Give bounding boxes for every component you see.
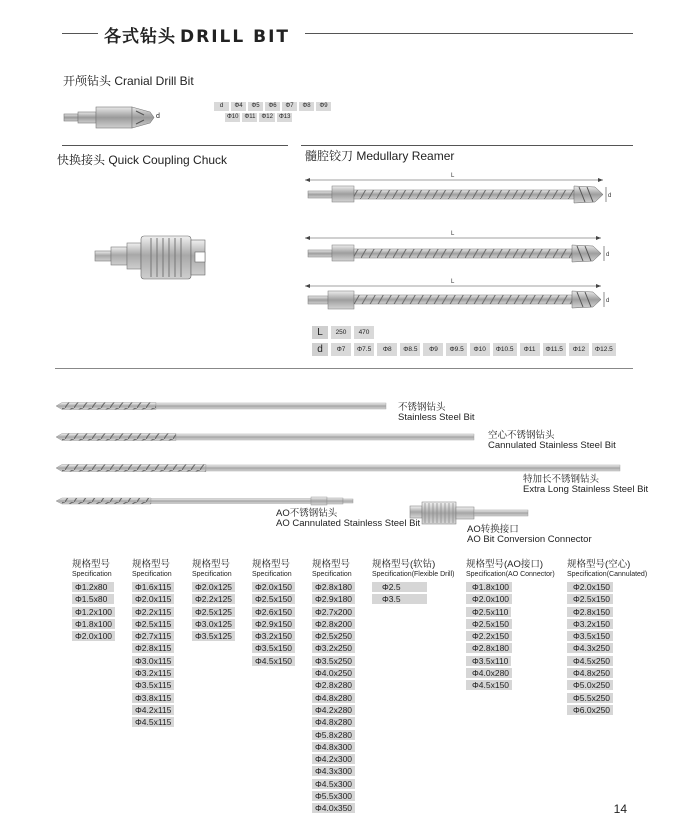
size-cell: Φ9 xyxy=(316,102,331,111)
diameter-cell: Φ10.5 xyxy=(493,343,517,356)
cranial-size-row-2 xyxy=(225,113,331,122)
reamer-rule xyxy=(301,145,633,146)
size-cell: Φ6 xyxy=(265,102,280,111)
size-cell: Φ8 xyxy=(299,102,314,111)
spec-item: Φ3.2x150 xyxy=(567,619,613,629)
spec-item: Φ3.5x115 xyxy=(132,680,174,690)
diameter-cell: Φ12 xyxy=(569,343,589,356)
spec-item: Φ4.5x150 xyxy=(252,656,295,666)
spec-column-6 xyxy=(372,559,454,607)
page-title xyxy=(104,22,290,47)
spec-column-1 xyxy=(72,559,115,643)
spec-item: Φ2.7x200 xyxy=(312,607,355,617)
cannulated-bit-image xyxy=(56,431,476,443)
spec-item: Φ4.5x250 xyxy=(567,656,613,666)
ao-cannulated-bit-label xyxy=(276,509,420,529)
ao-connector-label xyxy=(467,525,592,545)
ao-connector-en: AO Bit Conversion Connector xyxy=(467,534,592,545)
spec-item: Φ4.8x280 xyxy=(312,717,355,727)
spec-item: Φ4.3x300 xyxy=(312,766,355,776)
reamer-length-row xyxy=(312,326,616,339)
cannulated-bit-cn: 空心不锈钢钻头 xyxy=(488,430,555,441)
spec-heading-cn: 规格型号(空心) xyxy=(567,559,631,570)
svg-text:d: d xyxy=(606,298,610,304)
diameter-cell: Φ7 xyxy=(331,343,351,356)
spec-item: Φ4.2x300 xyxy=(312,754,355,764)
spec-heading-en: Specification xyxy=(192,571,232,578)
spec-item: Φ2.0x100 xyxy=(466,594,512,604)
ao-cannulated-bit-en: AO Cannulated Stainless Steel Bit xyxy=(276,518,421,529)
spec-item: Φ4.8x250 xyxy=(567,668,613,678)
spec-heading-en: Specification xyxy=(132,571,172,578)
spec-item: Φ1.8x100 xyxy=(72,619,115,629)
size-cell: d xyxy=(214,102,229,111)
spec-item: Φ3.5x150 xyxy=(252,643,295,653)
extra-long-bit-en: Extra Long Stainless Steel Bit xyxy=(523,484,649,495)
stainless-bit-label xyxy=(398,403,475,423)
reamer-diameter-row xyxy=(312,343,616,356)
spec-column-7 xyxy=(466,559,555,693)
spec-item: Φ2.2x115 xyxy=(132,607,174,617)
cranial-size-table xyxy=(214,102,331,122)
spec-item: Φ1.2x80 xyxy=(72,582,114,592)
spec-item: Φ4.3x250 xyxy=(567,643,613,653)
size-cell: Φ12 xyxy=(261,114,273,120)
spec-item: Φ4.0x250 xyxy=(312,668,355,678)
spec-item: Φ3.5 xyxy=(372,594,427,604)
spec-item: Φ2.8x150 xyxy=(567,607,613,617)
spec-heading-en: Specification(AO Connector) xyxy=(466,571,555,578)
spec-item: Φ4.5x300 xyxy=(312,779,355,789)
spec-heading-cn: 规格型号 xyxy=(132,559,171,570)
ao-connector-cn: AO转换接口 xyxy=(467,524,519,535)
spec-item: Φ2.2x150 xyxy=(466,631,512,641)
ao-cannulated-bit-image xyxy=(56,494,356,508)
diameter-cell: Φ12.5 xyxy=(592,343,616,356)
spec-column-2 xyxy=(132,559,174,730)
spec-heading-cn: 规格型号 xyxy=(312,559,351,570)
spec-item: Φ5.8x280 xyxy=(312,730,355,740)
spec-item: Φ2.5x125 xyxy=(192,607,235,617)
cranial-dim-label: d xyxy=(156,113,160,120)
spec-item: Φ2.0x150 xyxy=(252,582,295,592)
spec-item: Φ2.8x180 xyxy=(312,582,355,592)
spec-item: Φ4.5x115 xyxy=(132,717,174,727)
spec-column-8 xyxy=(567,559,647,717)
spec-item: Φ4.2x115 xyxy=(132,705,174,715)
cannulated-bit-label xyxy=(488,431,616,451)
chuck-title: 快换接头 Quick Coupling Chuck xyxy=(57,153,228,167)
size-cell: Φ5 xyxy=(248,102,263,111)
diameter-cell: Φ8 xyxy=(377,343,397,356)
spec-item: Φ4.2x280 xyxy=(312,705,355,715)
spec-item: Φ2.5x150 xyxy=(466,619,512,629)
spec-item: Φ2.6x150 xyxy=(252,607,295,617)
reamer-title: 髓腔铰刀 Medullary Reamer xyxy=(305,149,455,163)
diameter-cell: Φ9 xyxy=(423,343,443,356)
stainless-bit-image xyxy=(56,400,388,412)
spec-item: Φ5.5x250 xyxy=(567,693,613,703)
spec-heading-cn: 规格型号(软钻) xyxy=(372,559,436,570)
svg-text:L: L xyxy=(451,231,455,237)
spec-item: Φ3.8x115 xyxy=(132,693,174,703)
spec-item: Φ2.2x125 xyxy=(192,594,235,604)
spec-column-4 xyxy=(252,559,295,668)
spec-item: Φ2.0x125 xyxy=(192,582,235,592)
chuck-rule xyxy=(62,145,288,146)
spec-item: Φ4.8x280 xyxy=(312,693,355,703)
spec-item: Φ4.8x300 xyxy=(312,742,355,752)
reamer-image-2 xyxy=(305,230,615,272)
spec-item: Φ2.0x115 xyxy=(132,594,174,604)
svg-text:d: d xyxy=(608,193,612,199)
cranial-size-row-1 xyxy=(214,102,331,111)
ao-cannulated-bit-cn: AO不锈钢钻头 xyxy=(276,508,338,519)
svg-text:L: L xyxy=(451,279,455,285)
spec-item: Φ2.5x115 xyxy=(132,619,174,629)
spec-item: Φ3.2x115 xyxy=(132,668,174,678)
spec-item: Φ4.5x150 xyxy=(466,680,512,690)
spec-item: Φ1.8x100 xyxy=(466,582,512,592)
spec-item: Φ2.5x250 xyxy=(312,631,355,641)
spec-item: Φ2.8x115 xyxy=(132,643,174,653)
diameter-cell: Φ11.5 xyxy=(543,343,566,356)
spec-item: Φ2.8x280 xyxy=(312,680,355,690)
spec-item: Φ4.0x280 xyxy=(466,668,512,678)
spec-item: Φ2.7x115 xyxy=(132,631,174,641)
size-cell: Φ4 xyxy=(231,102,246,111)
header-rule-right xyxy=(305,33,633,34)
spec-heading-en: Specification xyxy=(72,571,112,578)
spec-item: Φ2.8x180 xyxy=(466,643,512,653)
spec-item: Φ2.5x110 xyxy=(466,607,511,617)
spec-item: Φ2.5x150 xyxy=(252,594,295,604)
diameter-cell: Φ10 xyxy=(470,343,490,356)
diameter-cell: Φ11 xyxy=(520,343,540,356)
chuck-image xyxy=(95,232,207,284)
spec-item: Φ2.8x200 xyxy=(312,619,355,629)
spec-item: Φ2.5 xyxy=(372,582,427,592)
svg-text:d: d xyxy=(606,252,610,258)
size-cell: Φ10 xyxy=(227,114,239,120)
page-number: 14 xyxy=(613,802,627,816)
spec-item: Φ5.5x300 xyxy=(312,791,355,801)
extra-long-bit-image xyxy=(56,462,622,474)
cranial-drill-image xyxy=(62,102,162,134)
reamer-image-1 xyxy=(305,170,615,218)
svg-text:L: L xyxy=(451,173,455,179)
length-cell: 470 xyxy=(354,326,374,339)
spec-item: Φ2.9x180 xyxy=(312,594,355,604)
length-key: L xyxy=(312,326,328,339)
spec-heading-en: Specification xyxy=(252,571,292,578)
spec-item: Φ3.5x250 xyxy=(312,656,355,666)
size-cell: Φ11 xyxy=(244,114,256,120)
stainless-bit-en: Stainless Steel Bit xyxy=(398,412,475,423)
page-title-en: DRILL BIT xyxy=(180,27,290,47)
extra-long-bit-cn: 特加长不锈钢钻头 xyxy=(523,474,600,485)
cranial-drill-title: 开颅钻头 Cranial Drill Bit xyxy=(63,74,194,88)
extra-long-bit-label xyxy=(523,475,648,495)
size-cell: Φ7 xyxy=(282,102,297,111)
spec-item: Φ1.6x115 xyxy=(132,582,174,592)
header-rule-left xyxy=(62,33,98,34)
spec-heading-cn: 规格型号 xyxy=(192,559,231,570)
bits-rule xyxy=(55,368,633,369)
length-cell: 250 xyxy=(331,326,351,339)
spec-heading-cn: 规格型号 xyxy=(72,559,111,570)
diameter-cell: Φ8.5 xyxy=(400,343,420,356)
spec-item: Φ2.9x150 xyxy=(252,619,295,629)
diameter-cell: Φ9.5 xyxy=(446,343,466,356)
reamer-image-3 xyxy=(305,278,615,320)
cannulated-bit-en: Cannulated Stainless Steel Bit xyxy=(488,440,616,451)
size-cell: Φ13 xyxy=(278,114,291,120)
spec-heading-cn: 规格型号(AO接口) xyxy=(466,559,544,570)
spec-item: Φ5.0x250 xyxy=(567,680,613,690)
spec-item: Φ4.0x350 xyxy=(312,803,355,813)
spec-item: Φ3.0x115 xyxy=(132,656,174,666)
diameter-cell: Φ7.5 xyxy=(354,343,374,356)
stainless-bit-cn: 不锈钢钻头 xyxy=(398,402,446,413)
diameter-key: d xyxy=(312,343,328,356)
spec-heading-cn: 规格型号 xyxy=(252,559,291,570)
spec-item: Φ2.0x150 xyxy=(567,582,613,592)
spec-column-5 xyxy=(312,559,355,816)
spec-item: Φ3.5x125 xyxy=(192,631,235,641)
spec-heading-en: Specification xyxy=(312,571,352,578)
page-title-cn: 各式钻头 xyxy=(104,27,176,47)
reamer-size-table xyxy=(312,326,616,356)
spec-item: Φ1.2x100 xyxy=(72,607,115,617)
spec-item: Φ3.2x150 xyxy=(252,631,295,641)
spec-item: Φ3.0x125 xyxy=(192,619,235,629)
spec-column-3 xyxy=(192,559,235,643)
spec-item: Φ3.5x110 xyxy=(466,656,511,666)
spec-item: Φ6.0x250 xyxy=(567,705,613,715)
spec-heading-en: Specification(Flexible Drill) xyxy=(372,571,455,578)
spec-item: Φ1.5x80 xyxy=(72,594,114,604)
spec-heading-en: Specification(Cannulated) xyxy=(567,571,648,578)
spec-item: Φ3.2x250 xyxy=(312,643,355,653)
spec-item: Φ2.0x100 xyxy=(72,631,115,641)
spec-item: Φ3.5x150 xyxy=(567,631,613,641)
spec-item: Φ2.5x150 xyxy=(567,594,613,604)
